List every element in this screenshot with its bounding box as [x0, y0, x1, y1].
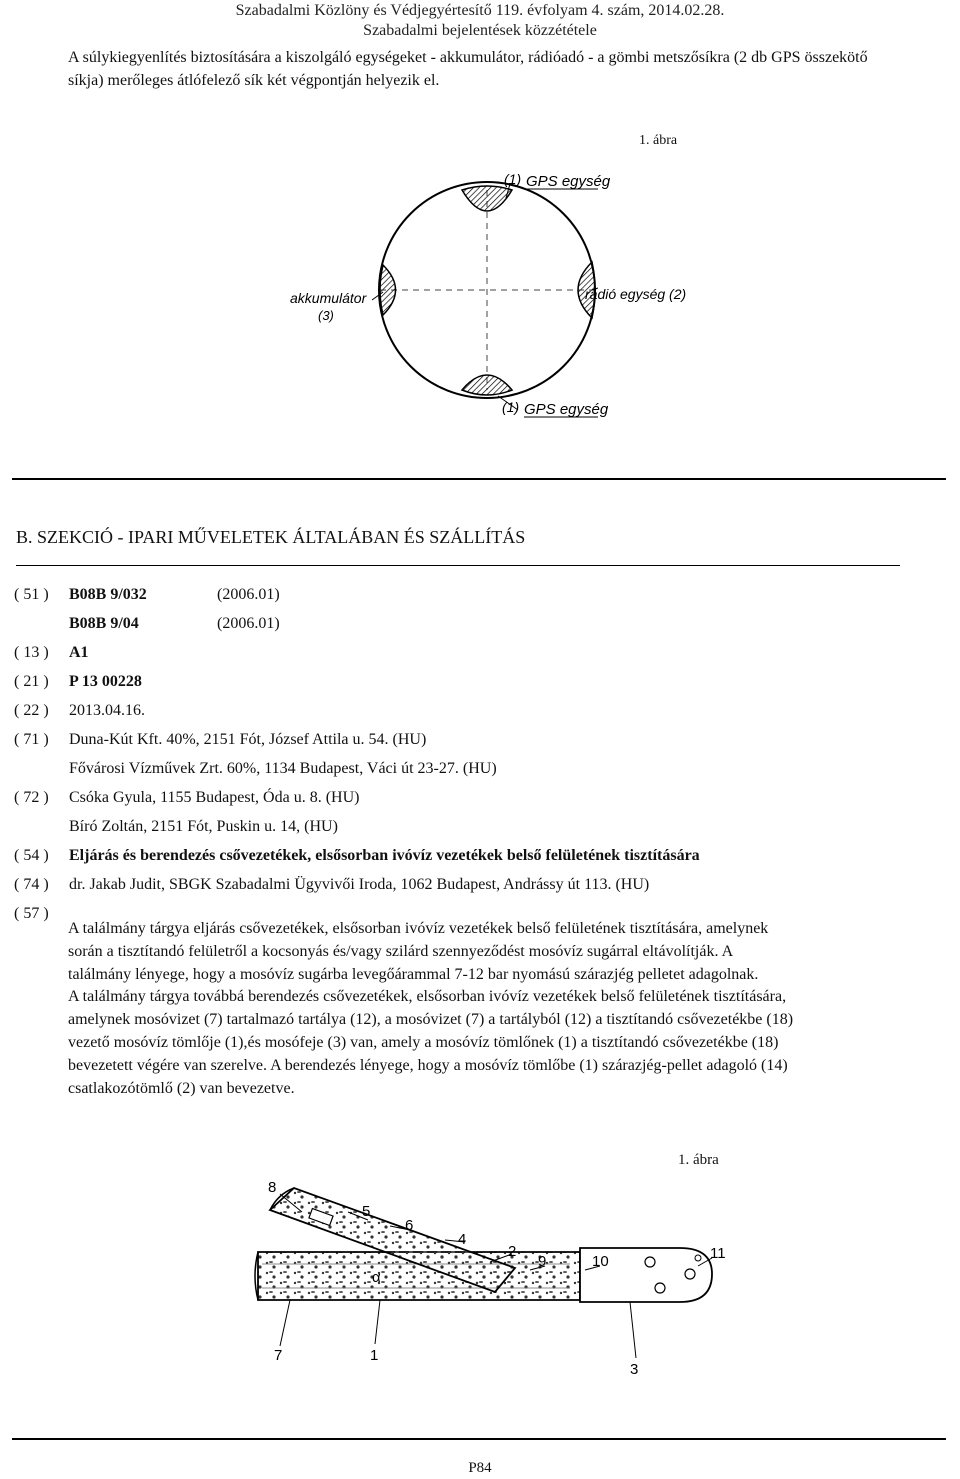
- ipc-class: B08B 9/04: [69, 615, 139, 632]
- abstract-line: vezető mosóvíz tömlője (1),és mosófeje (3) van, amely a mosóvíz tömlőnek (1) a tisztítandó csővezetékbe (18): [68, 1033, 779, 1051]
- inid-code: ( 51 ): [14, 586, 49, 603]
- biblio-row-57: [14, 905, 69, 923]
- ipc-date: (2006.01): [217, 586, 280, 603]
- applicant-1: Duna-Kút Kft. 40%, 2151 Fót, József Attila u. 54. (HU): [69, 731, 427, 748]
- label-9: 9: [538, 1253, 547, 1270]
- applicant-2: Fővárosi Vízművek Zrt. 60%, 1134 Budapest, Váci út 23-27. (HU): [69, 760, 497, 777]
- footer-divider: [12, 1438, 946, 1440]
- biblio-row-72b: [14, 818, 338, 836]
- figure1-sphere-drawing: [280, 160, 700, 430]
- label-11: 11: [710, 1245, 726, 1262]
- abstract-line: A találmány tárgya eljárás csővezetékek, elsősorban ivóvíz vezetékek belső felületének tisztítására, amelynek: [68, 920, 769, 937]
- section-title-underline: [16, 565, 900, 566]
- inid-code: ( 71 ): [14, 731, 49, 748]
- biblio-row-71b: [14, 760, 497, 778]
- figure2-pipe-drawing: [250, 1170, 730, 1390]
- journal-title: Szabadalmi Közlöny és Védjegyértesítő 119. évfolyam 4. szám, 2014.02.28.: [235, 2, 725, 19]
- doc-kind: A1: [69, 644, 89, 661]
- abstract-line: találmány lényege, hogy a mosóvíz sugárba levegőárammal 7-12 bar nyomású szárazjég pelletet adagolnak.: [68, 965, 759, 983]
- abstract-line: bevezetett végére van szerelve. A berendezés lényege, hogy a mosóvíz tömlőbe (1) szárazjég-pellet adagoló (14): [68, 1056, 788, 1074]
- intro-paragraph: A súlykiegyenlítés biztosítására a kiszolgáló egységeket - akkumulátor, rádióadó - a gömbi metszősíkra (2 db GPS összekötő síkja) merőleges átlófelező sík két végpontján helyezik el.: [68, 49, 868, 89]
- attorney: dr. Jakab Judit, SBGK Szabadalmi Ügyvivői Iroda, 1062 Budapest, Andrássy út 113. (HU): [69, 876, 650, 893]
- battery-label: akkumulátor: [290, 290, 367, 306]
- label-7: 7: [274, 1347, 283, 1364]
- section-title: B. SZEKCIÓ - IPARI MŰVELETEK ÁLTALÁBAN ÉS SZÁLLÍTÁS: [16, 527, 526, 547]
- inid-code: ( 13 ): [14, 644, 49, 661]
- abstract-line: A találmány tárgya továbbá berendezés csővezetékek, elsősorban ivóvíz vezetékek belső felületének tisztítására,: [68, 988, 787, 1006]
- inid-code: ( 22 ): [14, 702, 49, 719]
- label-3: 3: [630, 1361, 639, 1378]
- biblio-row-72: [14, 789, 359, 807]
- abstract-line: során a tisztítandó felületről a kocsonyás és/vagy szilárd szennyeződést mosóvíz sugárral eltávolítják. A: [68, 942, 734, 960]
- inid-code: ( 57 ): [14, 905, 49, 922]
- battery-unit: [380, 265, 396, 315]
- abstract-line: csatlakozótömlő (2) van bevezetve.: [68, 1079, 295, 1097]
- label-10: 10: [592, 1253, 609, 1270]
- abstract: [68, 918, 928, 1100]
- inid-code: ( 21 ): [14, 673, 49, 690]
- section-divider: [12, 478, 946, 480]
- figure2-caption: 1. ábra: [678, 1152, 719, 1168]
- biblio-row-21: [14, 673, 142, 691]
- application-number: P 13 00228: [69, 673, 142, 690]
- gps-top-num-label: (1): [504, 171, 522, 187]
- gps-top-label: GPS egység: [526, 173, 611, 190]
- gps-bottom-num-label: (1): [502, 399, 520, 415]
- biblio-row-74: [14, 876, 649, 894]
- inid-code: ( 72 ): [14, 789, 49, 806]
- biblio-row-71: [14, 731, 426, 749]
- ipc-date: (2006.01): [217, 615, 280, 632]
- section-subtitle: Szabadalmi bejelentések közzététele: [363, 22, 597, 39]
- radio-label: rádió egység (2): [585, 286, 687, 302]
- invention-title: Eljárás és berendezés csővezetékek, elsősorban ivóvíz vezetékek belső felületének tisztítására: [69, 847, 700, 864]
- inid-code: ( 74 ): [14, 876, 49, 893]
- figure1-caption: 1. ábra: [639, 133, 678, 148]
- inventor-2: Bíró Zoltán, 2151 Fót, Puskin u. 14, (HU): [69, 818, 338, 835]
- battery-num-label: (3): [318, 308, 334, 323]
- biblio-row-22: [14, 702, 145, 720]
- label-4: 4: [458, 1231, 467, 1248]
- label-1: 1: [370, 1347, 379, 1364]
- label-alpha: α: [372, 1269, 381, 1286]
- gps-bottom-label: GPS egység: [524, 401, 609, 418]
- filing-date: 2013.04.16.: [69, 702, 145, 719]
- label-5: 5: [362, 1203, 371, 1220]
- biblio-row-51b: [14, 615, 280, 633]
- page-number: P84: [468, 1460, 492, 1476]
- label-2: 2: [508, 1243, 517, 1260]
- inventor-1: Csóka Gyula, 1155 Budapest, Óda u. 8. (HU): [69, 789, 360, 806]
- biblio-row-54: [14, 847, 700, 865]
- gps-unit-bottom: [462, 375, 512, 395]
- abstract-line: amelynek mosóvizet (7) tartalmazó tartálya (12), a mosóvizet (7) a tartályból (12) a tisztítandó csővezetékbe (18): [68, 1011, 794, 1029]
- label-8: 8: [268, 1179, 277, 1196]
- inid-code: ( 54 ): [14, 847, 49, 864]
- ipc-class: B08B 9/032: [69, 586, 147, 603]
- biblio-row-13: [14, 644, 89, 662]
- gps-unit-top: [462, 186, 512, 211]
- label-6: 6: [405, 1217, 414, 1234]
- biblio-row-51: [14, 586, 280, 604]
